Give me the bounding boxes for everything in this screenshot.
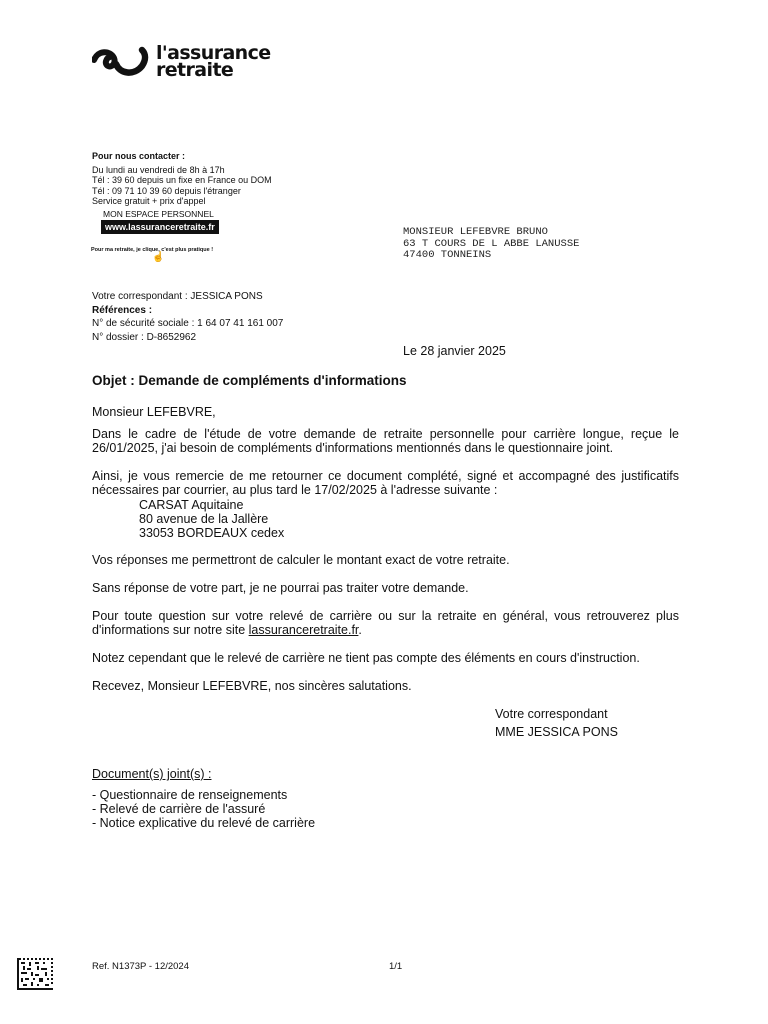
- paragraph-5-text: Pour toute question sur votre relevé de carrière ou sur la retraite en général, vous retrouverez plus d'informations sur notre site: [92, 609, 679, 637]
- letter-subject: Objet : Demande de compléments d'informations: [92, 373, 407, 388]
- attachment-item: - Notice explicative du relevé de carrière: [92, 816, 316, 830]
- datamatrix-code: [17, 958, 53, 990]
- brand-name-line1: l'assurance: [156, 42, 271, 64]
- brand-logo: [92, 44, 282, 84]
- paragraph-7: Recevez, Monsieur LEFEBVRE, nos sincères salutations.: [92, 679, 412, 693]
- attachments-list: [92, 788, 315, 830]
- paragraph-5-end: .: [358, 623, 362, 637]
- signature-block: [495, 707, 618, 739]
- recipient-address: [403, 227, 579, 262]
- brand-name-line2: retraite: [156, 59, 234, 81]
- espace-personnel-label: MON ESPACE PERSONNEL: [103, 209, 214, 219]
- dossier-number: N° dossier : D-8652962: [92, 331, 197, 343]
- references-heading: Références :: [92, 304, 153, 316]
- attachments-heading: Document(s) joint(s) :: [92, 767, 212, 781]
- paragraph-5: [92, 609, 679, 637]
- page-number: 1/1: [389, 961, 403, 972]
- contact-line: Tél : 09 71 10 39 60 depuis l'étranger: [92, 185, 241, 196]
- correspondant-line: Votre correspondant : JESSICA PONS: [92, 291, 263, 302]
- paragraph-4: Sans réponse de votre part, je ne pourrai pas traiter votre demande.: [92, 581, 469, 595]
- hand-cursor-icon: ☝: [152, 252, 165, 263]
- paragraph-2: Ainsi, je vous remercie de me retourner ce document complété, signé et accompagné des justificatifs nécessaires par courrier, au plus tard le 17/02/2025 à l'adresse suivante :: [92, 469, 679, 497]
- paragraph-3: Vos réponses me permettront de calculer le montant exact de votre retraite.: [92, 553, 510, 567]
- paragraph-1: Dans le cadre de l'étude de votre demande de retraite personnelle pour carrière longue, reçue le 26/01/2025, j'ai besoin de compléments d'informations mentionnés dans le questionnaire joint.: [92, 427, 679, 455]
- references-block: [92, 290, 283, 344]
- attachment-item: - Relevé de carrière de l'assuré: [92, 802, 266, 816]
- contact-block: [92, 151, 332, 207]
- contact-heading: Pour nous contacter :: [92, 151, 186, 161]
- contact-line: Tél : 39 60 depuis un fixe en France ou DOM: [92, 175, 272, 185]
- signature-line-1: Votre correspondant: [495, 707, 608, 721]
- brand-logo-icon: [92, 44, 152, 80]
- tagline: Pour ma retraite, je clique, c'est plus pratique !: [91, 247, 214, 253]
- return-address-line: 80 avenue de la Jallère: [139, 512, 269, 526]
- website-text-link[interactable]: lassuranceretraite.fr: [248, 623, 359, 637]
- footer-reference: Ref. N1373P - 12/2024: [92, 961, 190, 972]
- return-address: [139, 498, 284, 540]
- salutation: Monsieur LEFEBVRE,: [92, 405, 216, 419]
- contact-line: Du lundi au vendredi de 8h à 17h: [92, 164, 225, 175]
- return-address-line: CARSAT Aquitaine: [139, 498, 244, 512]
- recipient-line: 47400 TONNEINS: [403, 249, 492, 261]
- paragraph-6: Notez cependant que le relevé de carrière ne tient pas compte des éléments en cours d'instruction.: [92, 651, 640, 665]
- signature-line-2: MME JESSICA PONS: [495, 725, 618, 739]
- recipient-line: 63 T COURS DE L ABBE LANUSSE: [403, 237, 580, 250]
- secu-number: N° de sécurité sociale : 1 64 07 41 161 007: [92, 318, 284, 329]
- return-address-line: 33053 BORDEAUX cedex: [139, 526, 285, 540]
- contact-line: Service gratuit + prix d'appel: [92, 196, 206, 206]
- recipient-line: MONSIEUR LEFEBVRE BRUNO: [403, 226, 548, 238]
- letter-date: Le 28 janvier 2025: [403, 344, 506, 358]
- website-link[interactable]: www.lassuranceretraite.fr: [101, 220, 219, 234]
- attachment-item: - Questionnaire de renseignements: [92, 788, 288, 802]
